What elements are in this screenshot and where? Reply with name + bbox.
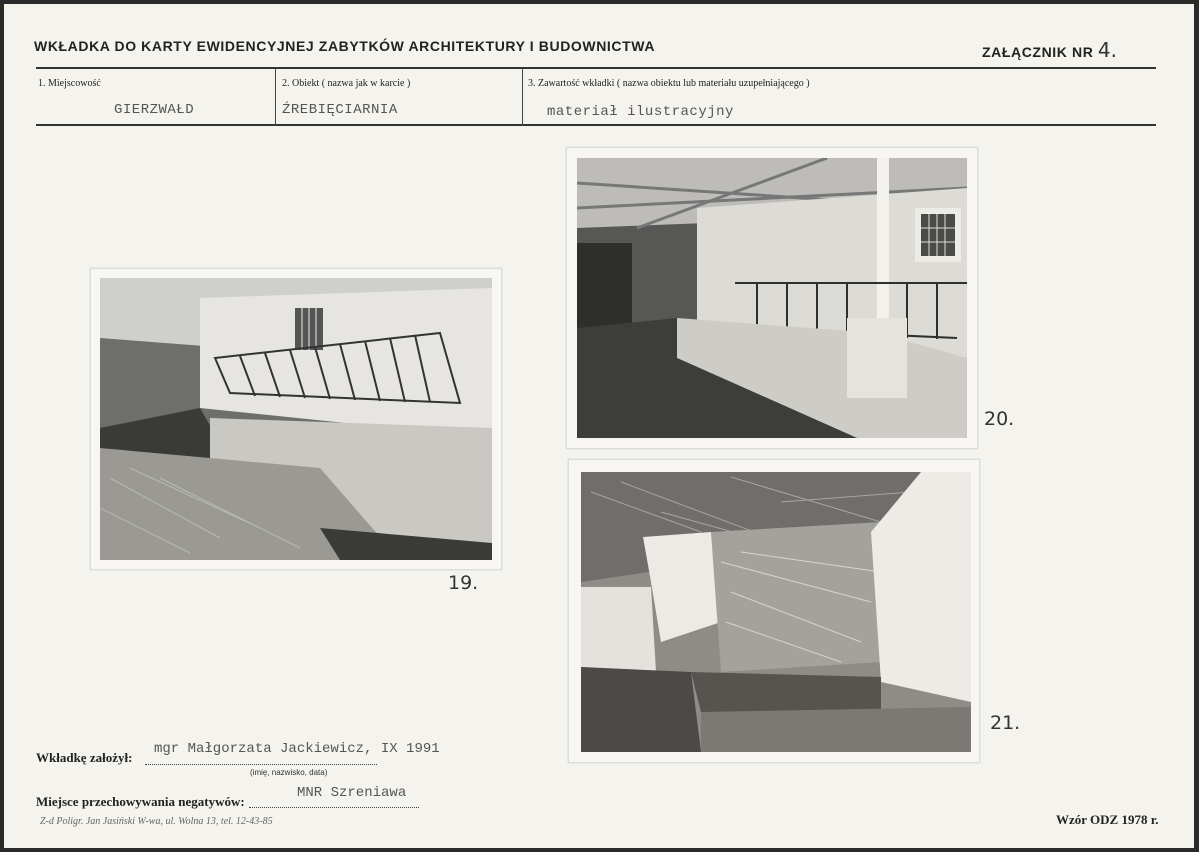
- storage-value: MNR Szreniawa: [297, 785, 407, 801]
- stable-interior-photo-icon: [100, 278, 492, 560]
- locality-value: GIERZWAŁD: [114, 102, 195, 118]
- author-hint: (imię, nazwisko, data): [250, 768, 328, 777]
- stable-interior-photo-icon: [577, 158, 967, 438]
- author-dotted-line: [145, 764, 377, 765]
- locality-label: 1. Miejscowość: [38, 78, 101, 89]
- object-label: 2. Obiekt ( nazwa jak w karcie ): [282, 78, 411, 89]
- author-label: Wkładkę założył:: [36, 750, 133, 765]
- author-value: mgr Małgorzata Jackiewicz, IX 1991: [154, 741, 440, 757]
- content-label: 3. Zawartość wkładki ( nazwa obiektu lub materiału uzupełniającego ): [528, 78, 810, 89]
- form-code: Wzór ODZ 1978 r.: [1056, 812, 1159, 827]
- storage-dotted-line: [249, 807, 419, 808]
- photo-20: [566, 147, 978, 449]
- storage-label: Miejsce przechowywania negatywów:: [36, 794, 245, 809]
- annex-label: [982, 38, 1117, 62]
- field-divider: [275, 68, 276, 125]
- object-value: ŹREBIĘCIARNIA: [282, 102, 398, 118]
- stable-interior-photo-icon: [581, 472, 971, 752]
- annex-number: 4.: [1097, 38, 1118, 62]
- photo-19: [90, 268, 502, 570]
- content-value: materiał ilustracyjny: [547, 104, 734, 120]
- record-sheet: [4, 4, 1194, 848]
- sheet-title: WKŁADKA DO KARTY EWIDENCYJNEJ ZABYTKÓW ARCHITEKTURY I BUDOWNICTWA: [34, 38, 656, 54]
- header-top-rule: [36, 67, 1156, 69]
- header-bottom-rule: [36, 124, 1156, 126]
- annex-label-text: ZAŁĄCZNIK NR: [982, 44, 1094, 60]
- photo-19-number: 19.: [448, 572, 479, 594]
- photo-20-number: 20.: [984, 408, 1015, 430]
- printer-imprint: Z-d Poligr. Jan Jasiński W-wa, ul. Wolna 13, tel. 12-43-85: [40, 816, 273, 827]
- photo-21: [568, 459, 980, 763]
- photo-21-number: 21.: [990, 712, 1021, 734]
- field-divider: [522, 68, 523, 125]
